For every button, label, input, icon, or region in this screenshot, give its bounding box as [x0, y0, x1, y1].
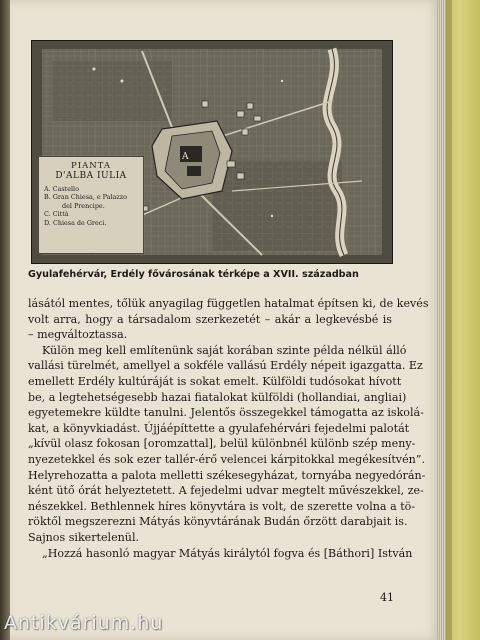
- page-edges: [436, 0, 446, 640]
- map-legend: [38, 156, 144, 254]
- map-figure: [31, 40, 393, 264]
- legend-item: A. Castello: [44, 185, 79, 193]
- cover-shadow: [446, 0, 452, 640]
- text-line: röktől megszerezni Mátyás könyvtárának Budán őrzött darabjait is.: [28, 515, 408, 529]
- page-number: 41: [380, 591, 394, 604]
- text-line: ként ütő órát helyeztetett. A fejedelmi udvar megtelt művészekkel, ze-: [28, 484, 424, 498]
- text-line: egyetemekre küldte tanulni. Jelentős összegekkel támogatta az iskolá-: [28, 406, 424, 420]
- text-line: kat, a könyvkiadást. Újjáépíttette a gyulafehérvári fejedelmi palotát: [28, 421, 410, 435]
- legend-item: D. Chiesa de Greci.: [44, 218, 107, 227]
- figure-caption: Gyulafehérvár, Erdély fővárosának térképe a XVII. században: [28, 269, 359, 280]
- legend-subtitle: D'ALBA IULIA: [55, 171, 127, 181]
- text-line: Helyrehozatta a palota melletti székesegyházat, tornyába negyedórán-: [28, 468, 426, 482]
- text-line: emellett Erdély kultúráját is sokat emelt. Külföldi tudósokat hívott: [28, 374, 402, 388]
- text-line: – megváltoztassa.: [28, 328, 128, 342]
- text-line: vallási türelmét, amellyel a sokféle vallású Erdély népeit igazgatta. Ez: [28, 359, 423, 373]
- map-label-a: A: [182, 152, 189, 162]
- text-line: be, a legtehetségesebb hazai fiatalokat külföldi (hollandiai, angliai): [28, 390, 407, 404]
- body-text: [28, 296, 429, 561]
- text-line: „kívül olasz fokosan [oromzattal], belül különbnél különb szép meny-: [28, 437, 416, 451]
- text-line: Sajnos sikertelenül.: [28, 530, 140, 544]
- legend-title: PIANTA: [71, 161, 111, 171]
- text-line: „Hozzá hasonló magyar Mátyás királytól fogva és [Báthori] István: [42, 546, 413, 560]
- text-line: Külön meg kell említenünk saját korában szinte példa nélkül álló: [42, 343, 407, 357]
- legend-item: del Prencipe.: [62, 201, 105, 210]
- legend-list: [44, 185, 143, 227]
- text-line: volt arra, hogy a társadalom szerkezetét – akár a legkevésbé is: [28, 312, 392, 326]
- text-line: nészekkel. Bethlennek híres könyvtára is volt, de szerette volna a tö-: [28, 499, 416, 513]
- legend-item: B. Gran Chiesa, e Palazzo: [44, 193, 127, 202]
- text-line: lásától mentes, tőlük anyagilag független hatalmat építsen ki, de kevés: [28, 297, 429, 310]
- watermark: Antikvárium.hu: [4, 612, 164, 634]
- legend-item: C. Città: [44, 210, 69, 219]
- text-line: nyezetekkel és sok ezer tallér-érő velencei kárpitokkal megékesítvén”.: [28, 452, 425, 466]
